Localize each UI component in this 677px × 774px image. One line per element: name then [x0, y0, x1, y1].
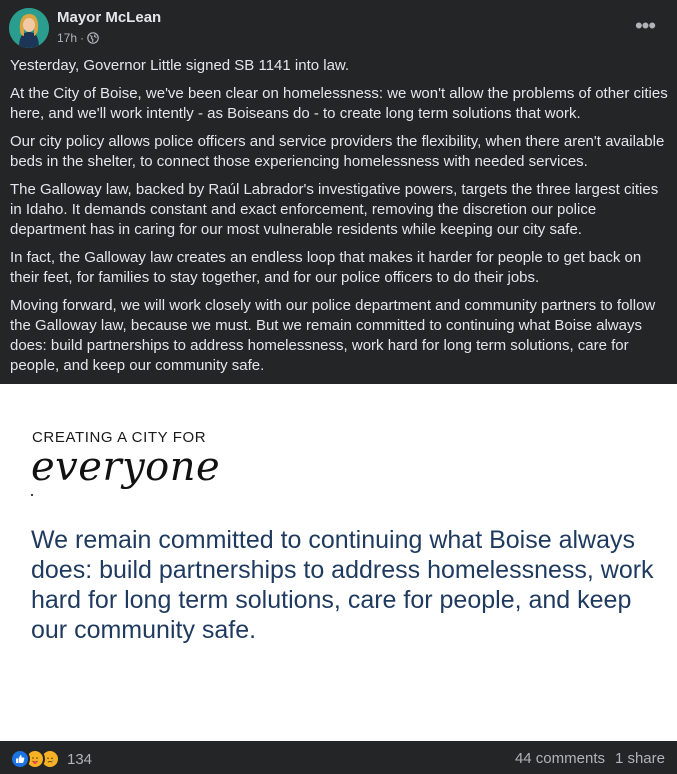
- avatar[interactable]: [9, 8, 49, 48]
- reaction-count[interactable]: 134: [67, 750, 93, 768]
- post-paragraph: The Galloway law, backed by Raúl Labrador's investigative powers, targets the three largest cities in Idaho. It demands constant and exact enforcement, removing the discretion our police department has in caring for our most vulnerable residents while keeping our city safe.: [10, 181, 659, 238]
- post-body: [10, 56, 670, 384]
- image-dot: [31, 494, 33, 496]
- reactions-summary[interactable]: [10, 749, 92, 769]
- post-paragraph: Moving forward, we will work closely with our police department and community partners to follow the Galloway law, because we must. But we remain committed to continuing what Boise always does: build partnerships to address homelessness, work hard for long term solutions, care for people, and keep our community safe.: [10, 297, 656, 374]
- avatar-portrait-icon: [9, 8, 49, 48]
- post-paragraph: At the City of Boise, we've been clear on homelessness: we won't allow the problems of other cities here, and we'll work intently - as Boiseans do - to create long term solutions that work.: [10, 85, 668, 122]
- comments-link[interactable]: 44 comments: [514, 750, 605, 767]
- author-name[interactable]: Mayor McLean: [57, 9, 162, 26]
- post-image[interactable]: [0, 384, 677, 741]
- post-meta: [57, 31, 99, 45]
- globe-icon: [87, 32, 99, 44]
- post-header: [0, 0, 677, 54]
- image-script-title: everyone: [31, 444, 221, 490]
- post-paragraph: Our city policy allows police officers and service providers the flexibility, when there aren't available beds in the shelter, to connect those experiencing homelessness with needed services.: [10, 133, 665, 170]
- more-options-icon[interactable]: •••: [634, 13, 656, 38]
- post-paragraph: In fact, the Galloway law creates an endless loop that makes it harder for people to get back on their feet, for families to stay together, and for our police officers to do their jobs.: [10, 249, 642, 286]
- post-timestamp[interactable]: 17h: [57, 31, 78, 45]
- meta-separator: ·: [80, 31, 85, 45]
- shares-link[interactable]: 1 share: [614, 750, 665, 767]
- image-kicker: CREATING A CITY FOR: [32, 429, 207, 446]
- image-statement: We remain committed to continuing what Boise always does: build partnerships to address homelessness, work hard for long term solutions, care for people, and keep our community safe.: [31, 526, 654, 644]
- post-paragraph: Yesterday, Governor Little signed SB 1141 into law.: [10, 57, 350, 74]
- post-footer: [0, 741, 677, 774]
- like-icon: [10, 749, 30, 769]
